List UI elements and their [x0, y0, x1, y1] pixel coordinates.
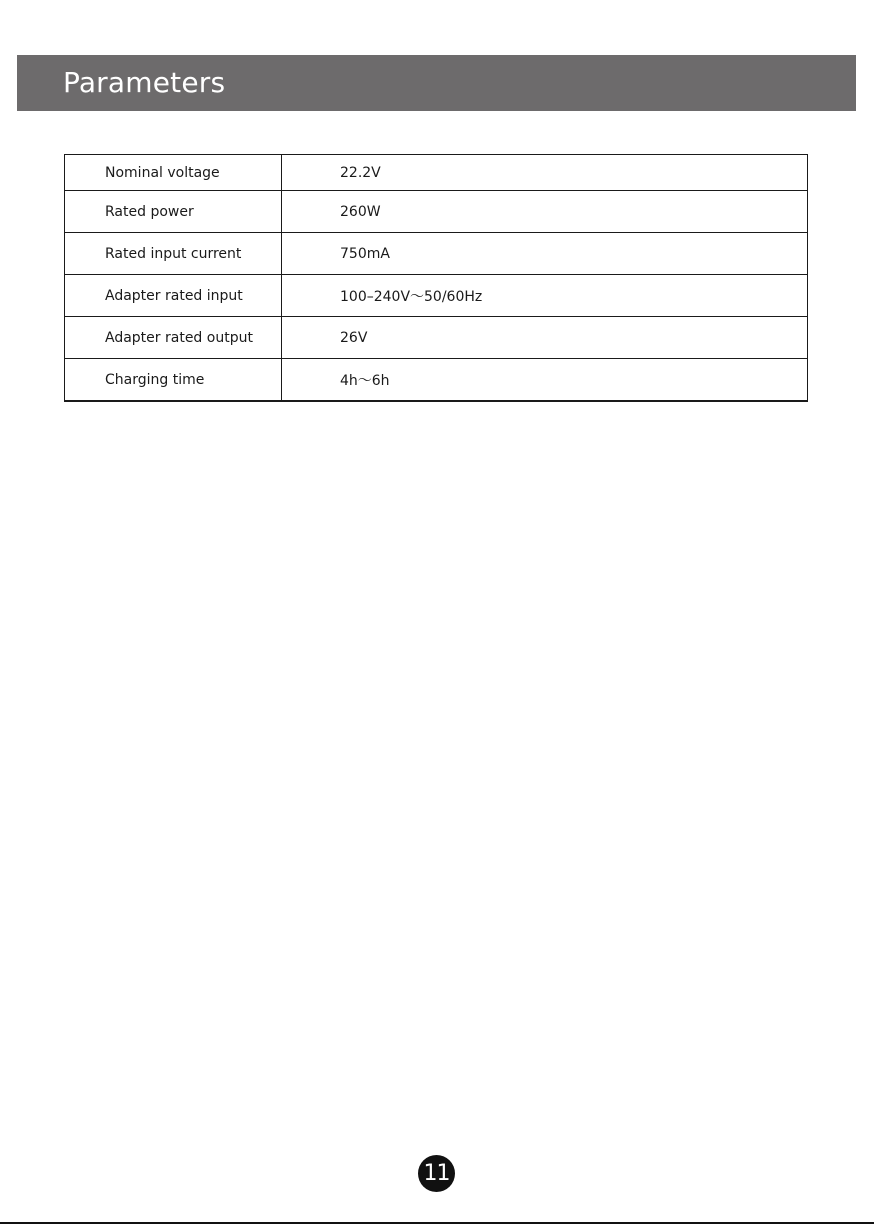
section-header-bar	[17, 55, 856, 111]
table-row	[65, 359, 808, 402]
table-row	[65, 317, 808, 359]
parameter-label: Adapter rated input	[65, 275, 282, 317]
page-number-badge: 11	[418, 1155, 455, 1192]
parameter-value: 4h～6h	[282, 359, 808, 402]
parameter-value: 26V	[282, 317, 808, 359]
parameter-label: Rated power	[65, 191, 282, 233]
table-row	[65, 191, 808, 233]
parameter-value: 260W	[282, 191, 808, 233]
parameters-table	[64, 154, 808, 402]
parameter-value: 22.2V	[282, 155, 808, 191]
parameter-value: 750mA	[282, 233, 808, 275]
section-title: Parameters	[63, 66, 226, 99]
table-row	[65, 155, 808, 191]
page-bottom-divider	[0, 1222, 874, 1224]
parameter-value: 100–240V～50/60Hz	[282, 275, 808, 317]
parameter-label: Nominal voltage	[65, 155, 282, 191]
parameter-label: Charging time	[65, 359, 282, 402]
table-row	[65, 275, 808, 317]
parameter-label: Adapter rated output	[65, 317, 282, 359]
parameter-label: Rated input current	[65, 233, 282, 275]
table-row	[65, 233, 808, 275]
